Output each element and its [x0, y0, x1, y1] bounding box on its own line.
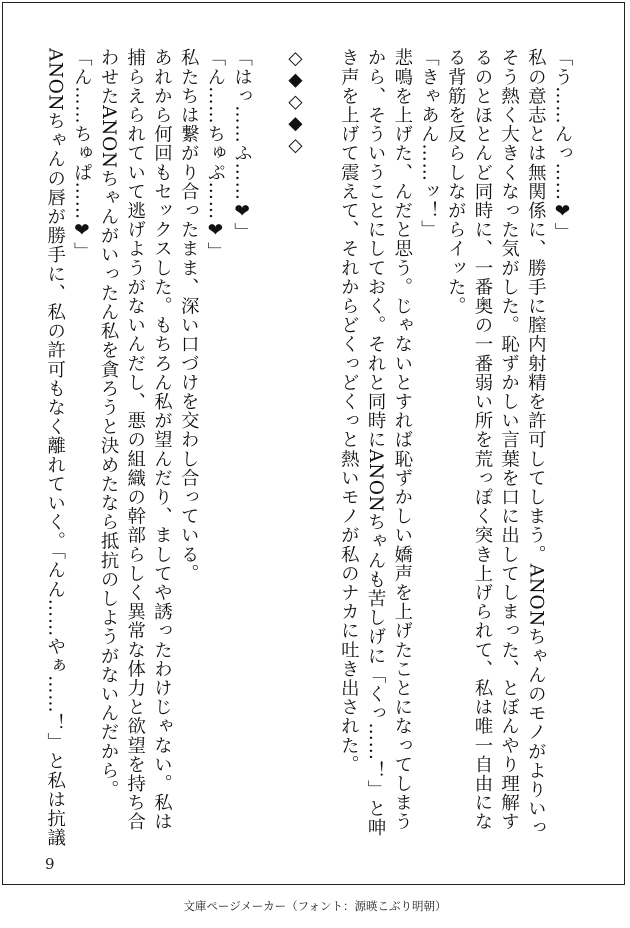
- paragraph: ANONちゃんの唇が勝手に、私の許可もなく離れていく。「んん……やぁ……！」と私は抗議: [44, 48, 66, 848]
- paragraph: 「う……んっ……❤」: [552, 48, 573, 242]
- page-number: 9: [45, 855, 55, 873]
- paragraph: 「きゃあん……ッ！」: [418, 48, 440, 239]
- paragraph: 「はっ……ふ……❤」: [231, 48, 253, 242]
- paragraph: あれから何回もセックスした。もちろん私が望んだり、ましてや誘ったわけじゃない。私は捕らえられていて逃げようがないんだし、悪の組織の幹部らしく異常な体力と欲望を持ち合わせたANONちゃんがいったん私を貪ろうと決めたなら抵抗のしようがないんだから。: [98, 48, 173, 832]
- blank-line: [308, 48, 335, 848]
- paragraph: 悲鳴を上げた、んだと思う。じゃないとすれば恥ずかしい嬌声を上げたことになってしまうから、そういうことにしておく。それと同時にANONちゃんも苦しげに「くっ……！」と呻き声を上げて震えて、それからどくっどくっと熱いモノが私のナカに吐き出された。: [338, 48, 413, 838]
- paragraph: 「ん……ちゅぷ……❤」: [204, 48, 226, 261]
- vertical-body-text: [40, 48, 575, 848]
- paragraph: 「ん……ちゅぱ……❤」: [71, 48, 93, 261]
- paragraph: 私たちは繋がり合ったまま、深い口づけを交わし合っている。: [178, 48, 200, 583]
- paragraph: 私の意志とは無関係に、勝手に膣内射精を許可してしまう。ANONちゃんのモノがよりいっそう熱く大きくなった気がした。恥ずかしい言葉を口に出してしまった、とぼんやり理解するのとほとんど同時に、一番奥の一番弱い所を荒っぽく突き上げられて、私は唯一自由になる背筋を反らしながらイッた。: [445, 48, 547, 838]
- scene-break: ◇◆◇◆◇: [284, 48, 306, 157]
- footer-credit: 文庫ページメーカー（フォント：源暎こぶり明朝）: [183, 899, 447, 913]
- blank-line: [255, 48, 282, 848]
